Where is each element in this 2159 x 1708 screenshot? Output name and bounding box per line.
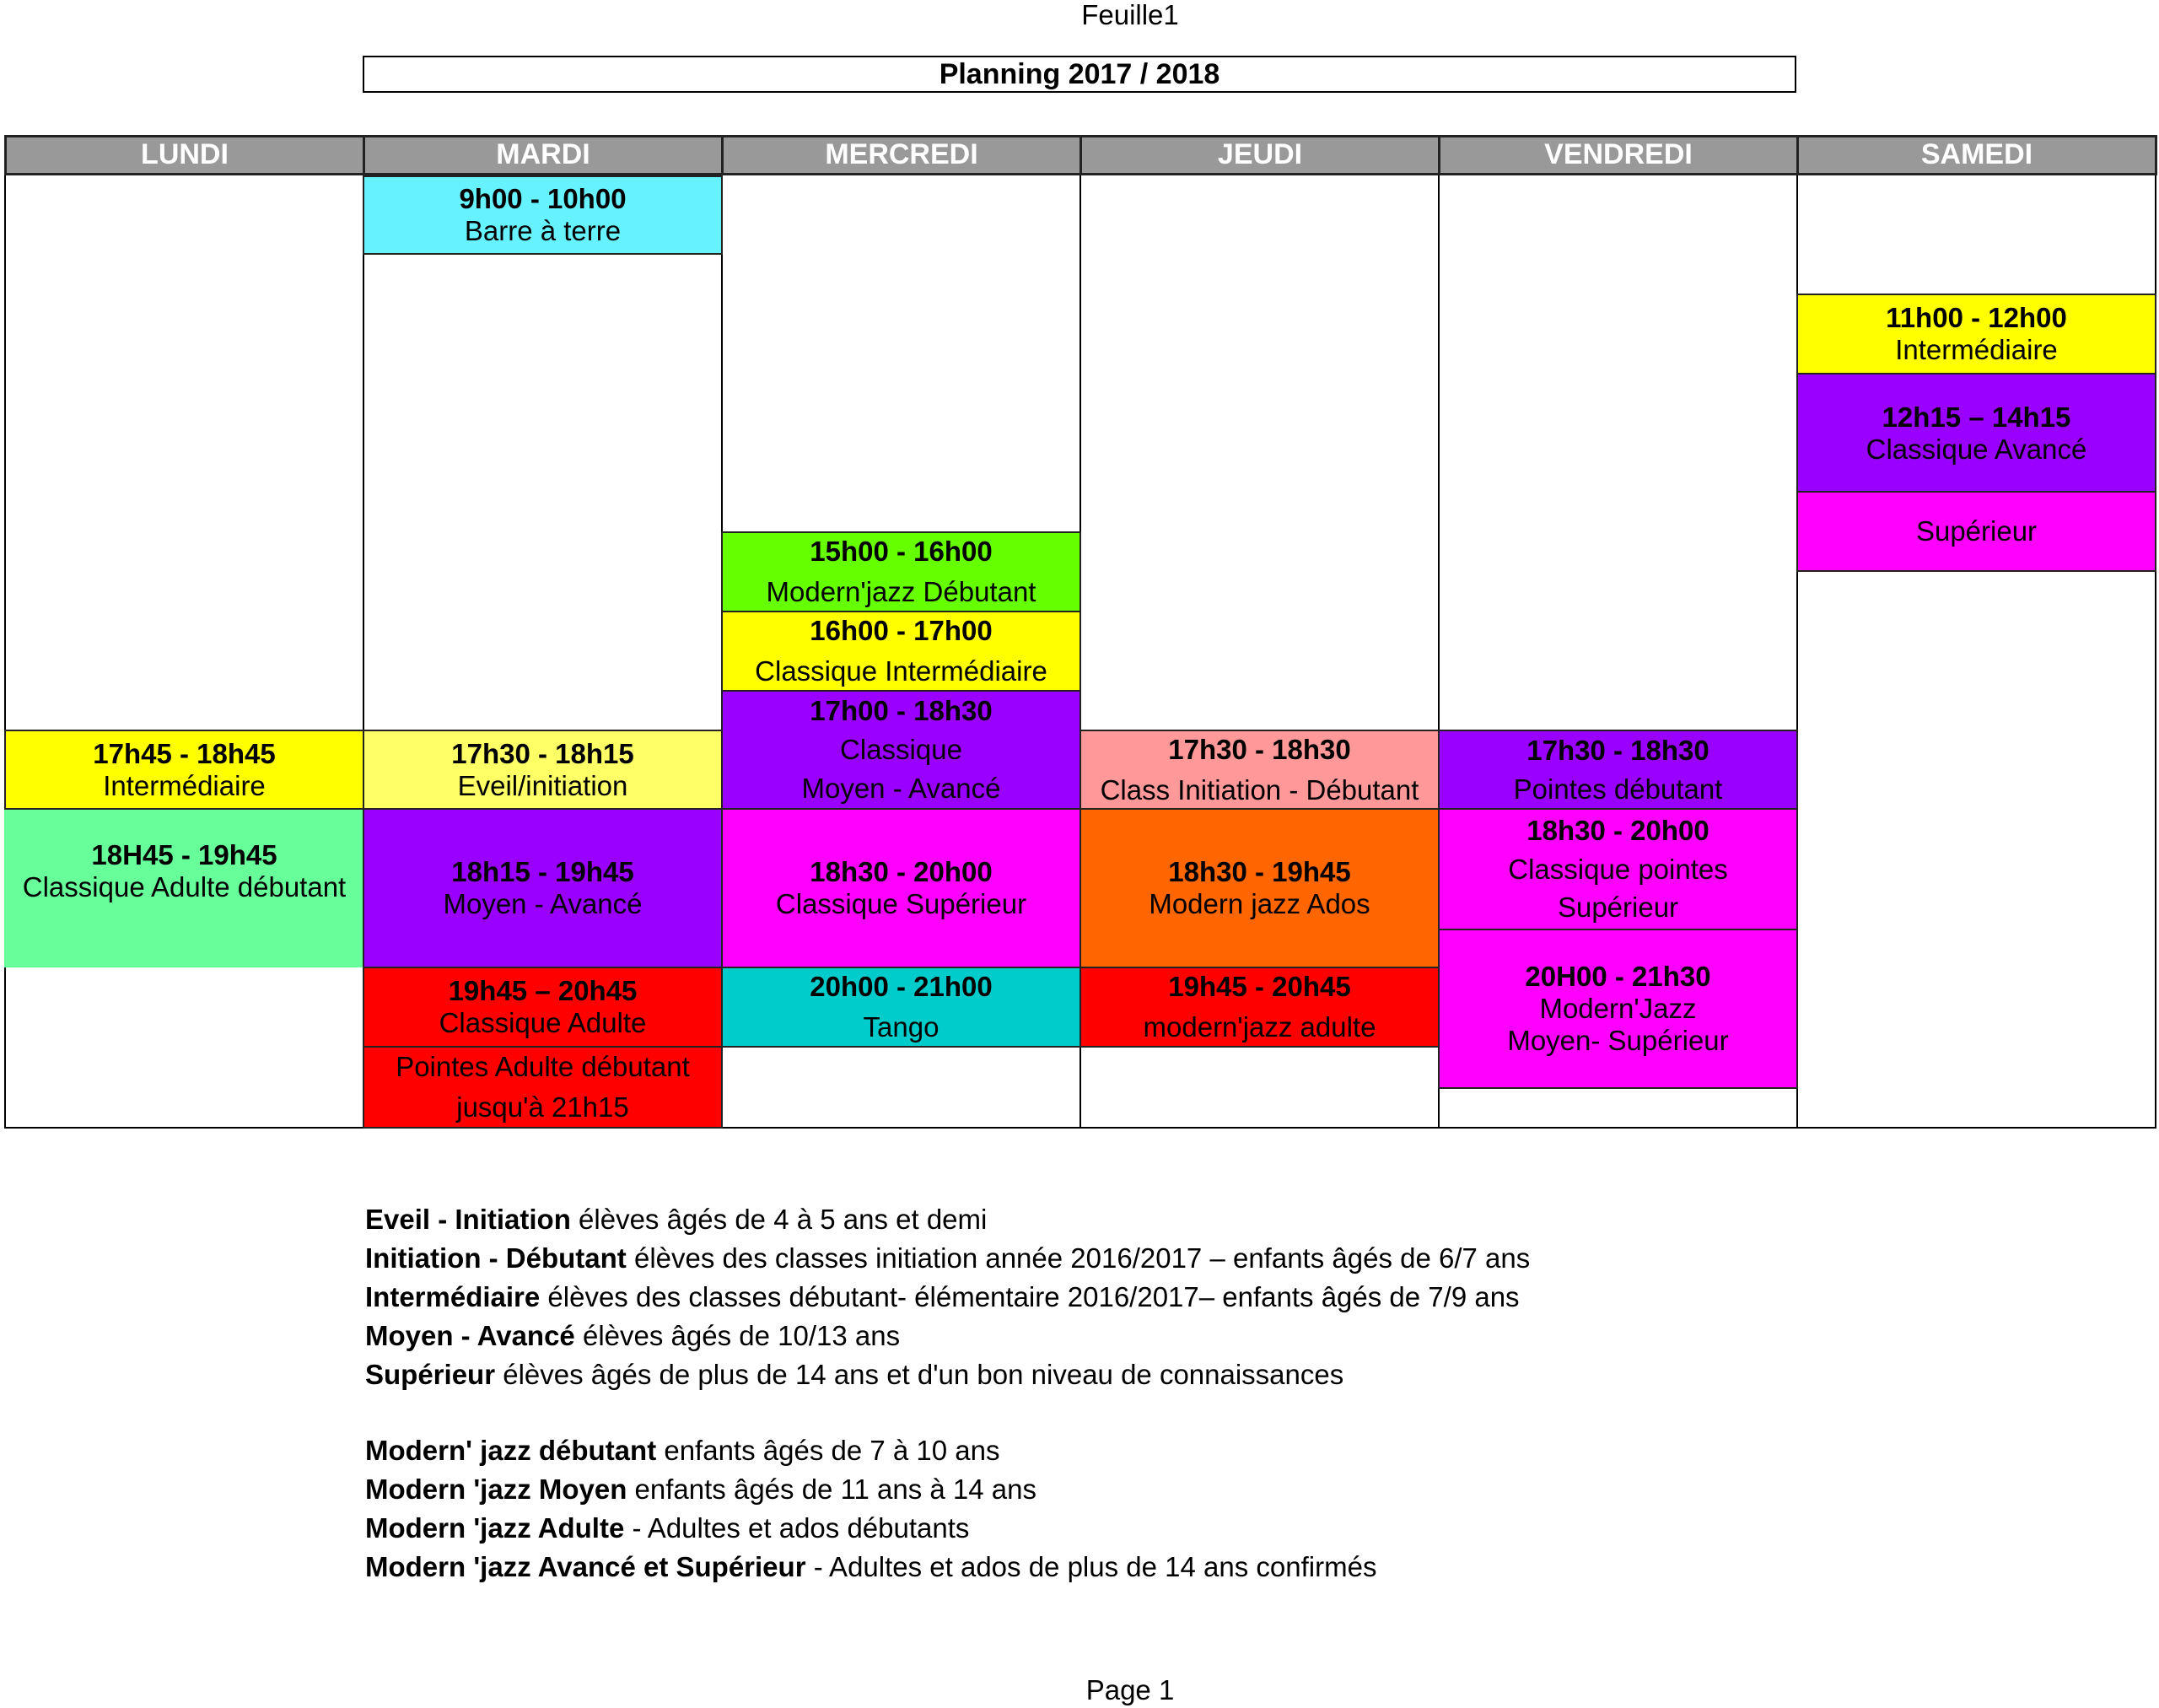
class-block — [721, 967, 1081, 1048]
class-name: Classique — [840, 734, 962, 766]
grid-line — [4, 175, 6, 1129]
class-time: 12h15 – 14h15 — [1882, 401, 2071, 433]
class-name: Tango — [863, 1011, 940, 1043]
legend-desc: - Adultes et ados de plus de 14 ans confirmés — [805, 1551, 1377, 1582]
legend-item — [365, 1317, 900, 1355]
class-block — [1438, 730, 1798, 810]
header-mercredi: MERCREDI — [721, 135, 1082, 175]
class-name: Modern jazz Ados — [1149, 888, 1370, 919]
class-block — [721, 690, 1081, 810]
class-block — [363, 175, 723, 255]
legend-desc: enfants âgés de 7 à 10 ans — [656, 1435, 1000, 1466]
class-name: Eveil/initiation — [457, 769, 628, 801]
legend-item — [365, 1548, 1376, 1587]
page-title: Planning 2017 / 2018 — [363, 56, 1796, 93]
class-block — [1080, 967, 1440, 1048]
class-block — [363, 967, 723, 1048]
legend-term: Initiation - Débutant — [365, 1242, 627, 1274]
legend-item — [365, 1239, 1530, 1278]
class-name: Classique Avancé — [1866, 433, 2087, 465]
class-block — [363, 730, 723, 810]
header-mardi: MARDI — [363, 135, 724, 175]
class-name: Moyen - Avancé — [443, 888, 643, 919]
class-name: Classique pointes — [1508, 853, 1728, 885]
class-name-level: Supérieur — [1557, 892, 1679, 924]
class-time: 9h00 - 10h00 — [459, 183, 627, 215]
legend-term: Moyen - Avancé — [365, 1320, 575, 1351]
class-name: Modern'jazz Débutant — [766, 576, 1036, 607]
class-name: Classique Intermédiaire — [755, 655, 1047, 687]
class-name: Intermédiaire — [1895, 334, 2058, 365]
class-time: 17h30 - 18h15 — [451, 737, 634, 769]
legend-desc: élèves âgés de plus de 14 ans et d'un bon niveau de connaissances — [495, 1359, 1344, 1390]
legend-term: Modern 'jazz Moyen — [365, 1474, 627, 1505]
class-block — [4, 810, 364, 967]
class-block — [721, 611, 1081, 692]
class-time: 18h15 - 19h45 — [451, 856, 634, 888]
class-name-level: Moyen - Avancé — [801, 772, 1001, 804]
class-time: 18h30 - 19h45 — [1168, 856, 1351, 888]
sheet-name: Feuille1 — [1081, 0, 1179, 30]
class-time: 19h45 – 20h45 — [448, 975, 638, 1007]
class-name: Pointes Adulte débutant — [396, 1051, 690, 1083]
legend-desc: élèves des classes initiation année 2016/2017 – enfants âgés de 6/7 ans — [626, 1242, 1531, 1274]
header-vendredi: VENDREDI — [1438, 135, 1799, 175]
class-name: Pointes débutant — [1513, 773, 1723, 805]
header-lundi: LUNDI — [4, 135, 365, 175]
class-name: Modern'Jazz — [1539, 993, 1697, 1025]
legend-desc: élèves âgés de 4 à 5 ans et demi — [570, 1204, 988, 1235]
legend-desc: élèves des classes débutant- élémentaire 2016/2017– enfants âgés de 7/9 ans — [540, 1281, 1520, 1312]
class-block — [1796, 491, 2156, 572]
legend-term: Supérieur — [365, 1359, 496, 1390]
legend-item — [365, 1509, 969, 1548]
class-block — [363, 808, 723, 968]
legend-term: Eveil - Initiation — [365, 1204, 571, 1235]
class-time: 16h00 - 17h00 — [810, 615, 993, 647]
legend-item — [365, 1431, 1000, 1470]
class-name: modern'jazz adulte — [1143, 1011, 1376, 1043]
class-time: 20H00 - 21h30 — [1525, 961, 1711, 993]
class-time: 17h45 - 18h45 — [93, 737, 276, 769]
class-name: Class Initiation - Débutant — [1100, 773, 1419, 806]
class-name: Intermédiaire — [103, 769, 266, 801]
class-time: 20h00 - 21h00 — [810, 971, 993, 1003]
legend-term: Modern' jazz débutant — [365, 1435, 657, 1466]
class-block — [1080, 808, 1440, 968]
class-name-level: Moyen- Supérieur — [1507, 1024, 1729, 1056]
legend-item — [365, 1355, 1343, 1394]
class-block — [721, 531, 1081, 612]
class-time: 15h00 - 16h00 — [810, 536, 993, 568]
class-name: Supérieur — [1915, 515, 2038, 547]
legend-term: Intermédiaire — [365, 1281, 541, 1312]
class-time: 17h00 - 18h30 — [810, 695, 993, 727]
class-time: 11h00 - 12h00 — [1886, 302, 2067, 334]
class-block — [1438, 808, 1798, 930]
class-time: 17h30 - 18h30 — [1526, 734, 1709, 766]
class-block — [1438, 929, 1798, 1089]
header-jeudi: JEUDI — [1080, 135, 1440, 175]
class-name: Barre à terre — [464, 215, 622, 246]
legend-item — [365, 1278, 1520, 1317]
legend-desc: élèves âgés de 10/13 ans — [574, 1320, 901, 1351]
legend-desc: - Adultes et ados débutants — [624, 1512, 970, 1544]
grid-bottom-line — [4, 1127, 2156, 1129]
class-time: 18H45 - 19h45 — [91, 839, 277, 870]
legend-item — [365, 1200, 987, 1239]
legend-desc: enfants âgés de 11 ans à 14 ans — [627, 1474, 1036, 1505]
class-name: Classique Supérieur — [775, 888, 1027, 919]
class-block — [1796, 294, 2156, 374]
class-note: jusqu'à 21h15 — [456, 1091, 629, 1123]
class-block — [363, 1046, 723, 1129]
legend-term: Modern 'jazz Avancé et Supérieur — [365, 1551, 806, 1582]
class-time: 18h30 - 20h00 — [1526, 814, 1709, 846]
class-block — [721, 808, 1081, 968]
class-time: 18h30 - 20h00 — [810, 856, 993, 888]
class-block — [1080, 730, 1440, 810]
page-number: Page 1 — [1085, 1674, 1175, 1705]
class-name: Classique Adulte débutant — [22, 870, 347, 902]
legend-term: Modern 'jazz Adulte — [365, 1512, 625, 1544]
legend-item — [365, 1470, 1036, 1509]
class-name: Classique Adulte — [439, 1007, 647, 1038]
class-time: 17h30 - 18h30 — [1168, 733, 1351, 765]
class-block — [1796, 373, 2156, 493]
class-block — [4, 730, 364, 810]
class-time: 19h45 - 20h45 — [1168, 971, 1351, 1003]
header-samedi: SAMEDI — [1796, 135, 2157, 175]
